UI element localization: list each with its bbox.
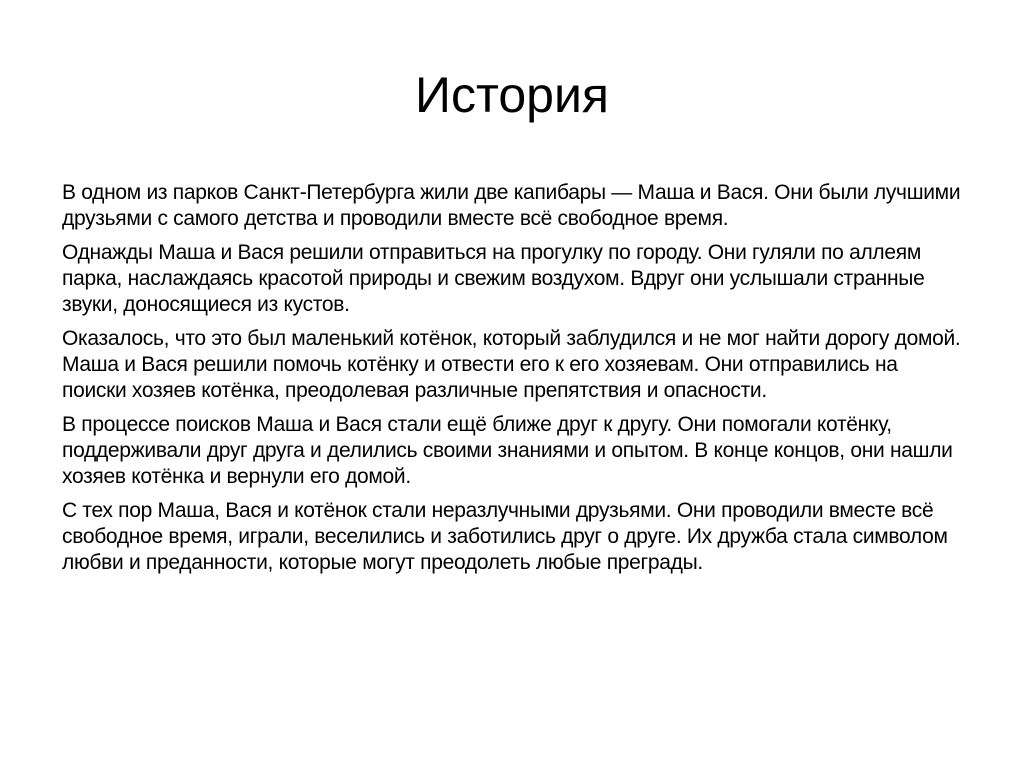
paragraph: В процессе поисков Маша и Вася стали ещё ближе друг к другу. Они помогали котёнку, поддерживали друг друга и делились своими знаниями и опытом. В конце концов, они нашли хозяев котёнка и вернули его домой. [62,413,953,488]
paragraph: Однажды Маша и Вася решили отправиться на прогулку по городу. Они гуляли по аллеям парка, наслаждаясь красотой природы и свежим воздухом. Вдруг они услышали странные звуки, доносящиеся из кустов. [62,241,925,316]
slide-body [62,180,962,584]
slide-title: История [415,67,609,123]
paragraph: Оказалось, что это был маленький котёнок, который заблудился и не мог найти дорогу домой. Маша и Вася решили помочь котёнку и отвести его к его хозяевам. Они отправились на поиски хозяев котёнка, преодолевая различные препятствия и опасности. [62,327,961,402]
paragraph: В одном из парков Санкт-Петербурга жили две капибары — Маша и Вася. Они были лучшими друзьями с самого детства и проводили вместе всё свободное время. [62,181,961,230]
paragraph: С тех пор Маша, Вася и котёнок стали неразлучными друзьями. Они проводили вместе всё свободное время, играли, веселились и заботились друг о друге. Их дружба стала символом любви и преданности, которые могут преодолеть любые преграды. [62,499,948,574]
